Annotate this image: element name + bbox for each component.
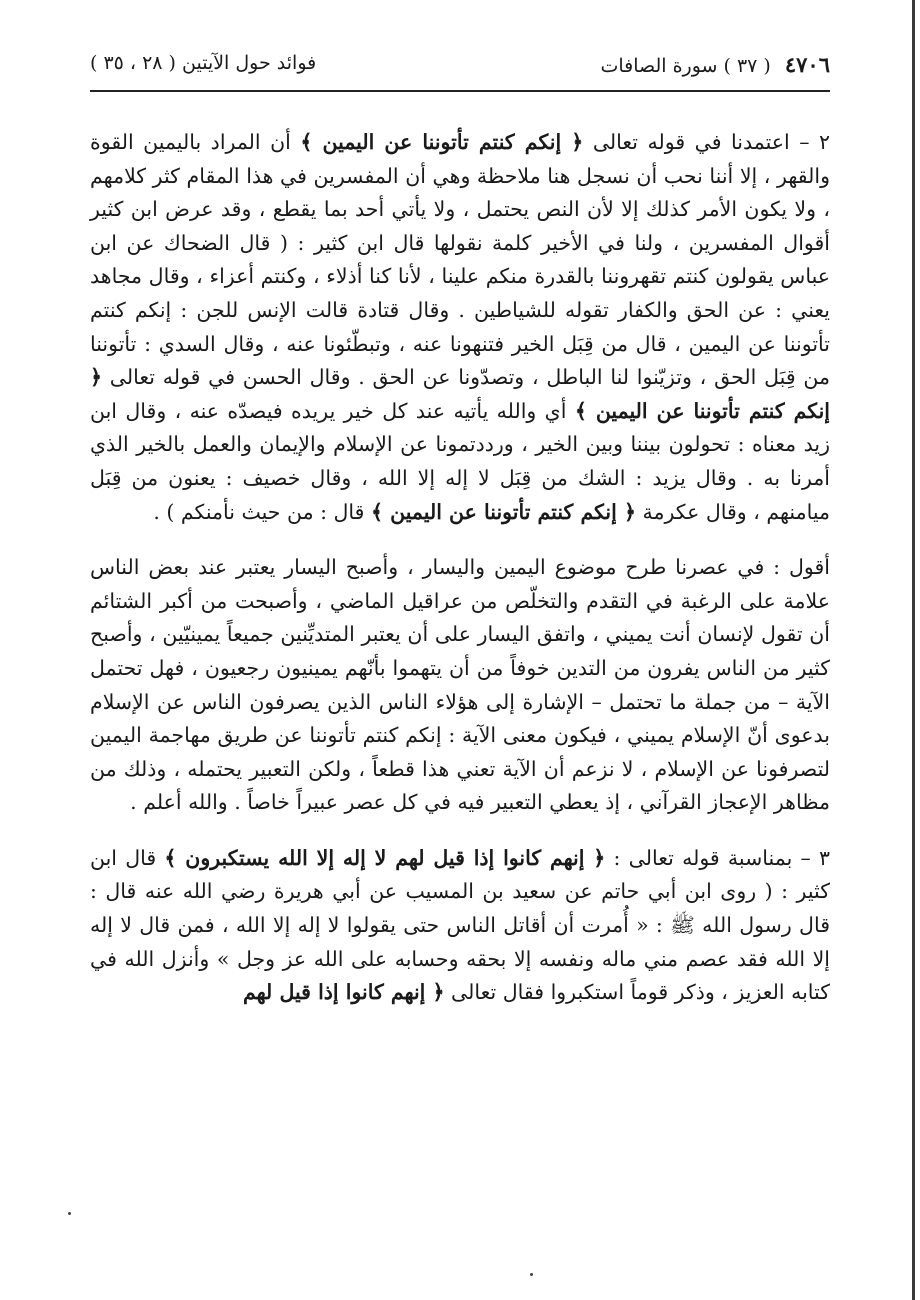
paragraph-3 bbox=[90, 842, 830, 1010]
text-run: قال : من حيث نأمنكم ) . bbox=[153, 499, 371, 524]
page-body bbox=[90, 126, 830, 1032]
scan-speck bbox=[68, 1212, 71, 1215]
quran-quote: ﴿ إنكم كنتم تأتوننا عن اليمين ﴾ bbox=[370, 499, 636, 524]
text-run: أن المراد باليمين القوة والقهر ، إلا أننا نحب أن نسجل هنا ملاحظة وهي أن المفسرين في هذا المقام كثر كلامهم ، ولا يكون الأمر كذلك إلا لأن النص يحتمل ، ولا يأتي أحد بما يقطع ، وقد عرض ابن كثير أقوال المفسرين ، ولنا في الأخير كلمة نقولها قال ابن كثير : ( قال الضحاك عن ابن عباس يقولون كنتم تقهروننا بالقدرة منكم علينا ، لأنا كنا أذلاء ، وكنتم أعزاء ، وقال مجاهد يعني : عن الحق والكفار تقوله للشياطين . وقال قتادة قالت الإنس للجن : إنكم كنتم تأتوننا عن اليمين ، قال من قِبَل الخير فتنهونا عنه ، وتبطّئونا عنه ، وقال السدي : تأتوننا من قِبَل الحق ، وتزيّنوا لنا الباطل ، وتصدّونا عن الحق . وقال الحسن في قوله تعالى bbox=[90, 130, 830, 390]
text-run: أي والله يأتيه عند كل خير يريده فيصدّه عنه ، وقال ابن زيد معناه : تحولون بيننا وبين الخير ، ورددتمونا عن الإسلام والإيمان والعمل بالخير الذي أمرنا به . وقال يزيد : الشك من قِبَل لا إله إلا الله ، وقال خصيف : يعنون من قِبَل ميامنهم ، وقال عكرمة bbox=[90, 398, 830, 524]
quran-quote: ﴿ إنهم كانوا إذا قيل لهم bbox=[242, 980, 445, 1005]
quran-quote: ﴿ إنهم كانوا إذا قيل لهم لا إله إلا الله يستكبرون ﴾ bbox=[164, 845, 606, 870]
text-run: ٣ – بمناسبة قوله تعالى : bbox=[605, 845, 830, 870]
quran-quote: ﴿ إنكم كنتم تأتوننا عن اليمين ﴾ bbox=[300, 130, 584, 154]
scan-speck bbox=[530, 1273, 533, 1276]
paragraph-commentary: أقول : في عصرنا طرح موضوع اليمين واليسار ، وأصبح اليسار يعتبر عند بعض الناس علامة على الرغبة في التقدم والتخلّص من عراقيل الماضي ، وأصبحت من أكبر الشتائم أن تقول لإنسان أنت يميني ، واتفق اليسار على أن يعتبر المتديِّنين جميعاً يمينيّين ، وأصبح كثير من الناس يفرون من التدين خوفاً من أن يتهموا بأنّهم يمينيون رجعيون ، فهل تحتمل الآية – من جملة ما تحتمل – الإشارة إلى هؤلاء الناس الذين يصرفون الناس عن الإسلام بدعوى أنّ الإسلام يميني ، فيكون معنى الآية : إنكم كنتم تأتوننا عن طريق مهاجمة اليمين لتصرفونا عن الإسلام ، لا نزعم أن الآية تعني هذا قطعاً ، ولكن التعبير يحتمله ، وذلك من مظاهر الإعجاز القرآني ، إذ يعطي التعبير فيه في كل عصر عبيراً خاصاً . والله أعلم . bbox=[90, 555, 830, 815]
header-right bbox=[600, 52, 830, 77]
header-rule bbox=[90, 90, 830, 92]
text-run: ٢ – اعتمدنا في قوله تعالى bbox=[583, 130, 831, 154]
text-run: قال ابن كثير : ( روى ابن أبي حاتم عن سعيد بن المسيب عن أبي هريرة رضي الله عنه قال : قال رسول الله ﷺ : « أُمرت أن أقاتل الناس حتى يقولوا لا إله إلا الله ، فمن قال لا إله إلا الله فقد عصم مني ماله ونفسه إلا بحقه وحسابه على الله عز وجل » وأنزل الله في كتابه العزيز ، وذكر قوماً استكبروا فقال تعالى bbox=[90, 845, 830, 1005]
running-header bbox=[90, 52, 830, 84]
scan-edge bbox=[912, 0, 915, 1300]
quran-quote: ﴿ إنكم كنتم تأتوننا عن اليمين ﴾ bbox=[90, 365, 830, 423]
page-number: ٤٧٠٦ bbox=[784, 52, 830, 77]
section-topic: فوائد حول الآيتين ( ٢٨ ، ٣٥ ) bbox=[90, 52, 317, 74]
paragraph-2 bbox=[90, 126, 830, 529]
surah-title: ( ٣٧ ) سورة الصافات bbox=[600, 55, 771, 77]
